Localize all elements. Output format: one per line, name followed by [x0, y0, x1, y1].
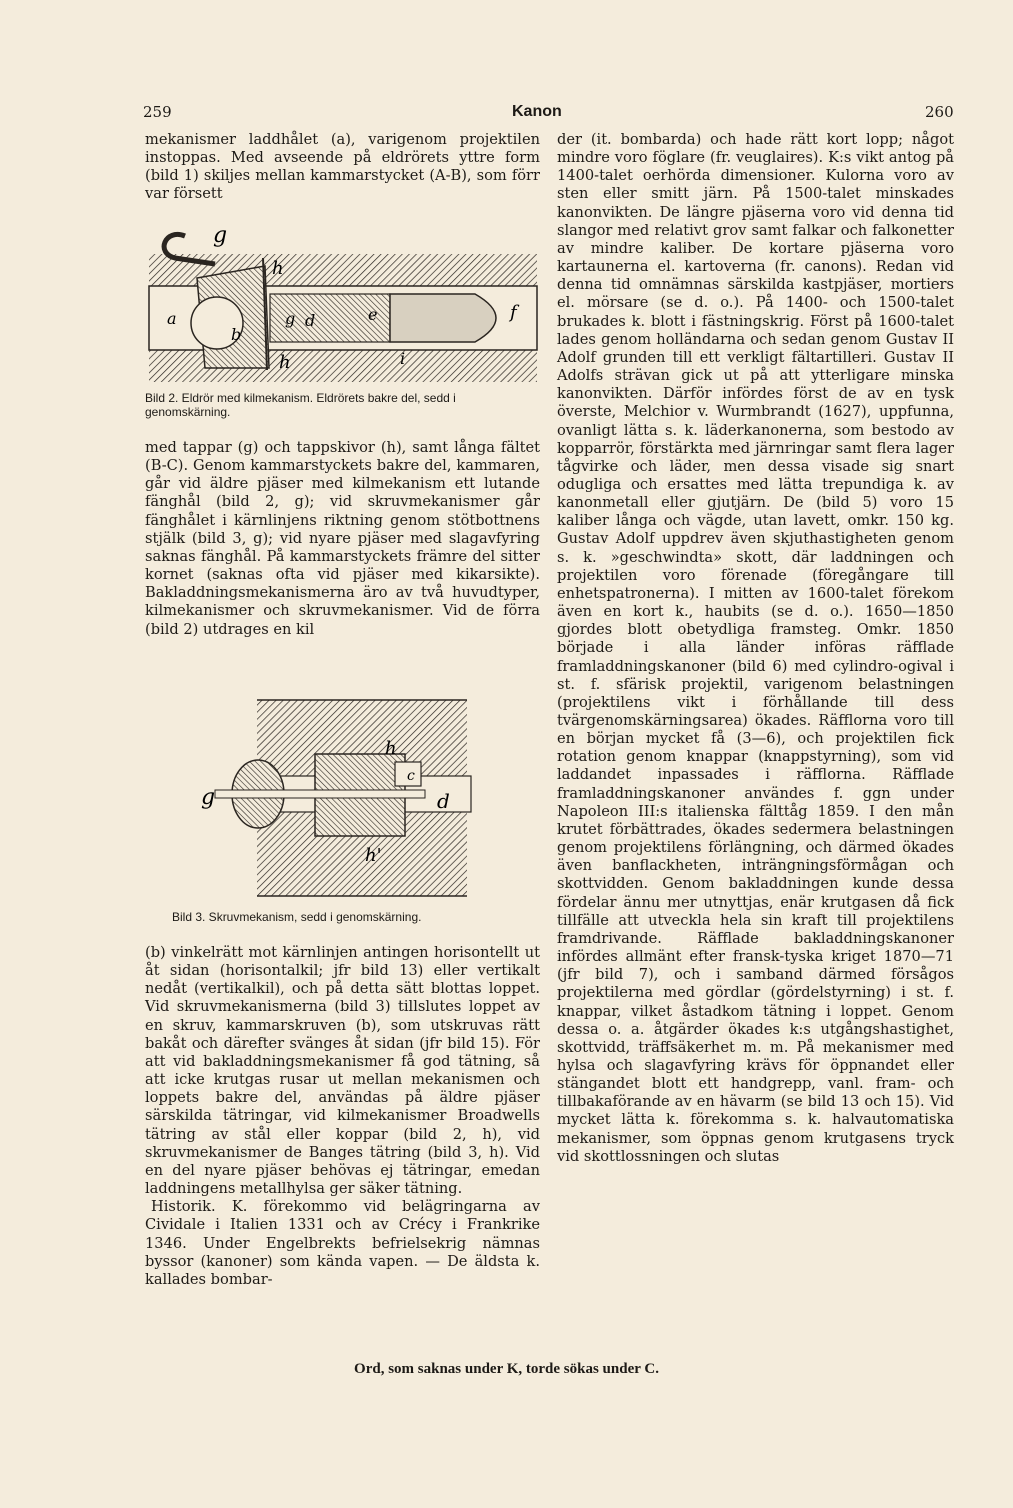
fig2-label-d: d [305, 311, 316, 330]
figure-2-wedge-mechanism [145, 228, 540, 388]
figure-3-screw-mechanism [195, 696, 475, 901]
fig3-label-g: g [201, 785, 216, 810]
right-paragraph-1-text: der (it. bombarda) och hade rätt kort lopp; något mindre voro föglare (fr. veuglaires). K:s vikt antog på 1400-talet oerhörda dimensioner. Kulorna voro av sten eller smitt järn. På 1500-talet minskades kanonvikten. De längre pjäserna voro vid denna tid slangor med relativt grov samt falkar och falkonetter av mindre kaliber. De kortare pjäserna voro kartaunerna el. kartoverna (fr. canons). Redan vid denna tid omnämnas särskilda kastpjäser, mortiers el. mörsare (se d. o.). På 1400- och 1500-talet brukades k. blott i fästningskrig. Först på 1600-talet lades genom holländarna och sedan genom Gustav II Adolf grunden till ett verkligt fältartilleri. Gustav II Adolfs strävan gick ut på att ytterligare minska kanonvikten. Därför infördes först de av en tysk överste, Melchior v. Wurmbrandt (1627), uppfunna, ovanligt lätta s. k. läderkanonerna, som bestodo av kopparrör, förstärkta med järnringar samt flera lager tågvirke och läder, men dessa visade sig snart odugliga och ersattes med lätta trepundiga k. av kanonmetall eller gjutjärn. De (bild 5) voro 15 kaliber långa och vägde, utan lavett, omkr. 150 kg. Gustav Adolf uppdrev även skjuthastigheten genom s. k. »geschwindta» skott, där laddningen och projektilen voro förenade (föregångare till enhetspatronerna). I mitten av 1600-talet förekom även en kort k., haubits (se d. o.). 1650—1850 gjordes blott obetydliga framsteg. Omkr. 1850 började i alla länder införas räfflade framladdningskanoner (bild 6) med cylindro-ogival i st. f. sfärisk projektil, varigenom belastningen (projektilens vikt i förhållande till dess tvärgenomskärningsarea) ökades. Räfflorna voro till en början mycket få (3—6), och projektilen fick rotation genom knappar (knappstyrning), som vid laddandet inpassades i räfflorna. Räfflade framladdningskanoner användes f. ggn under Napoleon III:s italienska fälttåg 1859. I den mån krutet förbättrades, ökades sedermera belastningen genom projektilens förlängning, och därmed ökades även banflackheten, inträngningsförmågan och skottvidden. Genom bakladdningen kunde dessa fördelar ännu mer utnyttjas, enär krutgasen då fick tillfälle att utveckla hela sin kraft till projektilens framdrivande. Räfflade bakladdningskanoner infördes allmänt efter fransk-tyska kriget 1870—71 (jfr bild 7), och i samband därmed försågos projektilerna med gördlar (gördelstyrning) i st. f. knappar, vilket åstadkom tätning i loppet. Genom dessa o. a. åtgärder ökades k:s utgångshastighet, skottvidd, träffsäkerhet m. m. På mekanismer med hylsa och slagavfyring krävs för öppnandet eller stängandet blott ett handgrepp, vanl. fram- och tillbakaförande av en hävarm (se bild 13 och 15). Vid mycket lätta k. förekomma s. k. halvautomatiska mekanismer, som öppnas genom krutgasens tryck vid skottlossningen och slutas [557, 131, 954, 1165]
left-paragraph-3 [145, 944, 540, 1289]
page-number-left: 259 [143, 103, 172, 121]
right-column [557, 131, 954, 1166]
fig2-label-a: a [167, 309, 177, 328]
left-paragraph-4-text: Historik. K. förekommo vid belägringarna av Cividale i Italien 1331 och av Crécy i Frankrike 1346. Under Engelbrekts befrielsekrig nämnas byssor (kanoner) som kända vapen. — De äldsta k. kallades bombar- [145, 1198, 540, 1288]
fig2-label-b: b [231, 325, 242, 344]
fig2-label-e: e [368, 305, 378, 324]
left-paragraph-2 [145, 439, 540, 639]
fig2-label-g2: g [285, 309, 296, 328]
page-number-right: 260 [925, 103, 954, 121]
fig3-label-c: c [407, 768, 415, 784]
fig2-label-f: f [510, 302, 517, 323]
fig2-label-h: h [272, 258, 284, 279]
left-paragraph-3-text: (b) vinkelrätt mot kärnlinjen antingen horisontellt ut åt sidan (horisontalkil; jfr bild 13) eller vertikalt nedåt (vertikalkil), och på detta sätt blottas loppet. Vid skruvmekanismerna (bild 3) tillslutes loppet av en skruv, kammarskruven (b), som utskruvas rätt bakåt och därefter svänges åt sidan (jfr bild 15). För att vid bakladdningsmekanismer få god tätning, så att icke krutgas rusar ut mellan mekanismen och loppets bakre del, användas på äldre pjäser särskilda tätringar, vid kilmekanismer Broadwells tätring av stål eller koppar (bild 2, h), vid skruvmekanismer de Banges tätring (bild 3, h). Vid en del nyare pjäser behövas ej tätringar, emedan laddningens metallhylsa ger säker tätning. [145, 944, 540, 1198]
fig3-label-h-prime: h' [365, 845, 382, 866]
left-paragraph-1 [145, 131, 540, 204]
fig2-label-i: i [400, 349, 406, 368]
fig2-label-h2: h [279, 352, 291, 373]
figure-3-caption: Bild 3. Skruvmekanism, sedd i genomskärning. [172, 910, 422, 924]
fig3-label-d: d [437, 789, 450, 813]
fig2-projectile [390, 294, 496, 342]
left-paragraph-2-text: med tappar (g) och tappskivor (h), samt långa fältet (B-C). Genom kammarstyckets bakre del, kammaren, går vid äldre pjäser med kilmekanism ett lutande fänghål (bild 2, g); vid skruvmekanismer går fänghålet i kärnlinjens riktning genom stötbottnens stjälk (bild 3, g); vid nyare pjäser med slagavfyring saknas fänghål. På kammarstyckets främre del sitter kornet (saknas ofta vid pjäser med kikarsikte). Bakladdningsmekanismerna äro av två huvudtyper, kilmekanismer och skruvmekanismer. Vid de förra (bild 2) utdrages en kil [145, 439, 540, 638]
footer-note: Ord, som saknas under K, torde sökas under C. [354, 1361, 659, 1377]
fig3-firing-pin [215, 790, 425, 798]
fig2-label-g: g [213, 228, 228, 248]
fig3-label-h: h [385, 738, 397, 759]
figure-2-caption: Bild 2. Eldrör med kilmekanism. Eldrörets bakre del, sedd i genomskärning. [145, 391, 456, 419]
running-title: Kanon [512, 103, 562, 120]
left-paragraph-1-text: mekanismer laddhålet (a), varigenom projektilen instoppas. Med avseende på eldrörets yttre form (bild 1) skiljes mellan kammarstycket (A-B), som förr var försett [145, 131, 540, 203]
